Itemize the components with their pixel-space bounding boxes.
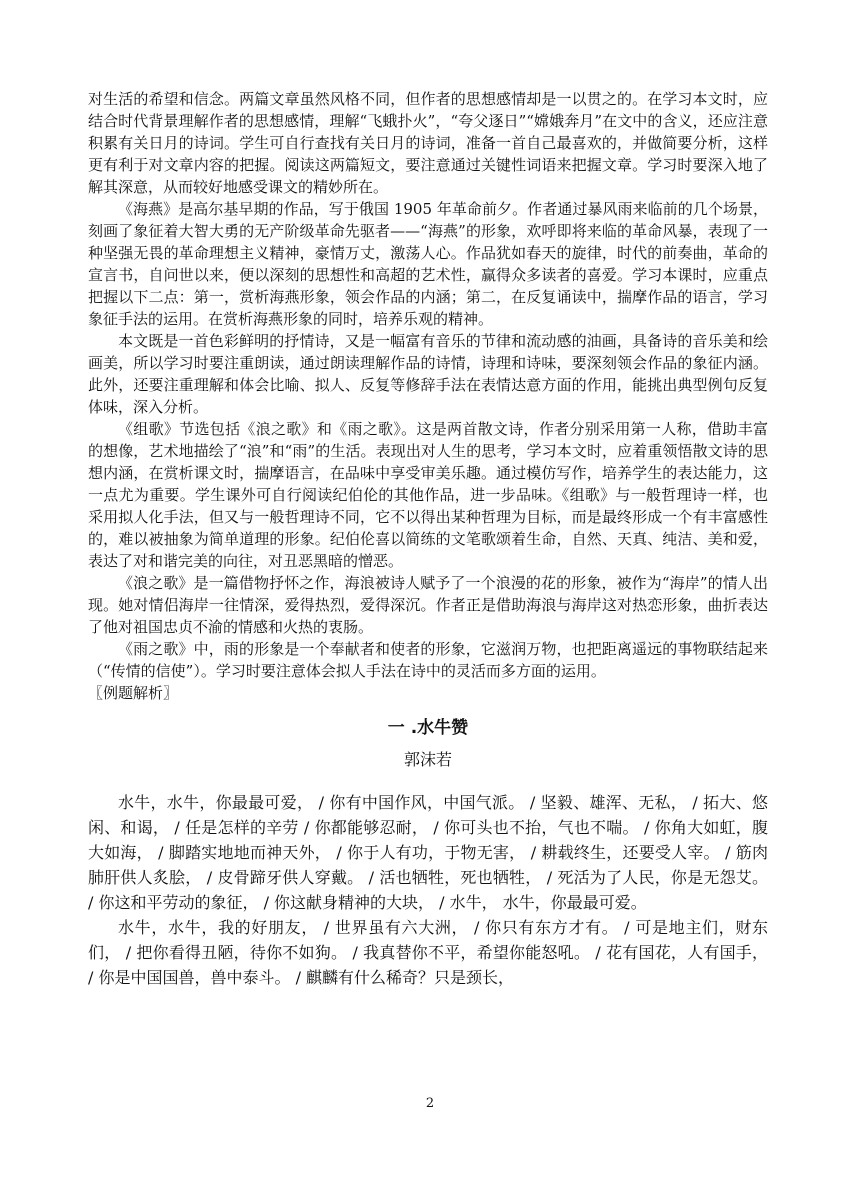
paragraph-reading-method: 本文既是一首色彩鲜明的抒情诗，又是一幅富有音乐的节律和流动感的油画，具备诗的音乐美和绘画美，所以学习时要注重朗读，通过朗读理解作品的诗情，诗理和诗味，要深刻领会作品的象征内涵。此外，还要注重理解和体会比喻、拟人、反复等修辞手法在表情达意方面的作用，能挑出典型例句反复体味，深入分析。 xyxy=(88,332,768,416)
poem-stanza-2: 水牛，水牛，我的好朋友， / 世界虽有六大洲， / 你只有东方才有。 / 可是地主们，财东们， / 把你看得丑陋，待你不如狗。 / 我真替你不平，希望你能怒吼。 / 花有国花，人有国手， / 你是中国国兽，兽中泰斗。 / 麒麟有什么稀奇？只是颈长， xyxy=(88,918,768,987)
poem-author: 郭沫若 xyxy=(403,750,452,769)
paragraph-zuge: 《组歌》节选包括《浪之歌》和《雨之歌》。这是两首散文诗，作者分别采用第一人称，借助丰富的想像，艺术地描绘了“浪”和“雨”的生活。表现出对人生的思考，学习本文时，应着重领悟散文诗的思想内涵，在赏析课文时，揣摩语言，在品味中享受审美乐趣。通过模仿写作，培养学生的表达能力，这一点尤为重要。学生课外可自行阅读纪伯伦的其他作品，进一步品味。《组歌》与一般哲理诗一样，也采用拟人化手法，但又与一般哲理诗不同，它不以得出某种哲理为目标，而是最终形成一个有丰富感性的，难以被抽象为简单道理的形象。纪伯伦喜以简练的文笔歌颂着生命，自然、天真、纯洁、美和爱，表达了对和谐完美的向往，对丑恶黑暗的憎恶。 xyxy=(88,420,768,570)
paragraph-langzhige: 《浪之歌》是一篇借物抒怀之作，海浪被诗人赋予了一个浪漫的花的形象，被作为“海岸”的情人出现。她对情侣海岸一往情深，爱得热烈，爱得深沉。作者正是借助海浪与海岸这对热恋形象，曲折表达了他对祖国忠贞不渝的情感和火热的衷肠。 xyxy=(88,574,768,636)
document-page xyxy=(88,88,768,990)
poem-title: 一 .水牛赞 xyxy=(387,718,469,738)
paragraph-haiyan: 《海燕》是高尔基早期的作品，写于俄国 1905 年革命前夕。作者通过暴风雨来临前的几个场景，刻画了象征着大智大勇的无产阶级革命先驱者——“海燕”的形象，欢呼即将来临的革命风暴，表现了一种坚强无畏的革命理想主义精神，豪情万丈，激荡人心。作品犹如春天的旋律，时代的前奏曲，革命的宣言书，自问世以来，便以深刻的思想性和高超的艺术性，赢得众多读者的喜爱。学习本课时，应重点把握以下二点：第一，赏析海燕形象，领会作品的内涵；第二，在反复诵读中，揣摩作品的语言，学习象征手法的运用。在赏析海燕形象的同时，培养乐观的精神。 xyxy=(88,200,768,328)
paragraph-intro-continued: 对生活的希望和信念。两篇文章虽然风格不同，但作者的思想感情却是一以贯之的。在学习本文时，应结合时代背景理解作者的思想感情，理解“飞蛾扑火”，“夸父逐日”“嫦娥奔月”在文中的含义，还应注意积累有关日月的诗词。学生可自行查找有关日月的诗词，准备一首自己最喜欢的，并做简要分析，这样更有利于对文章内容的把握。阅读这两篇短文，要注意通过关键性词语来把握文章。学习时要深入地了解其深意，从而较好地感受课文的精妙所在。 xyxy=(88,90,768,196)
page-number: 2 xyxy=(425,1096,435,1111)
paragraph-yuzhige: 《雨之歌》中，雨的形象是一个奉献者和使者的形象，它滋润万物，也把距离遥远的事物联结起来（“传情的信使”）。学习时要注意体会拟人手法在诗中的灵活而多方面的运用。 xyxy=(88,640,768,680)
section-label: 〖例题解析〗 xyxy=(88,684,179,702)
poem-stanza-1: 水牛，水牛，你最最可爱， / 你有中国作风，中国气派。 / 坚毅、雄浑、无私， / 拓大、悠闲、和谒， / 任是怎样的辛劳 / 你都能够忍耐， / 你可头也不抬，气也不喘。 / 你角大如虹，腹大如海， / 脚踏实地地而神天外， / 你于人有功，于物无害， / 耕载终生，还要受人宰。 / 筋肉肺肝供人炙脍， / 皮骨蹄牙供人穿戴。 / 活也牺牲，死也牺牲， / 死活为了人民，你是无怨艾。 / 你这和平劳动的象征， / 你这献身精神的大块， / 水牛， 水牛，你最最可爱。 xyxy=(88,793,768,912)
